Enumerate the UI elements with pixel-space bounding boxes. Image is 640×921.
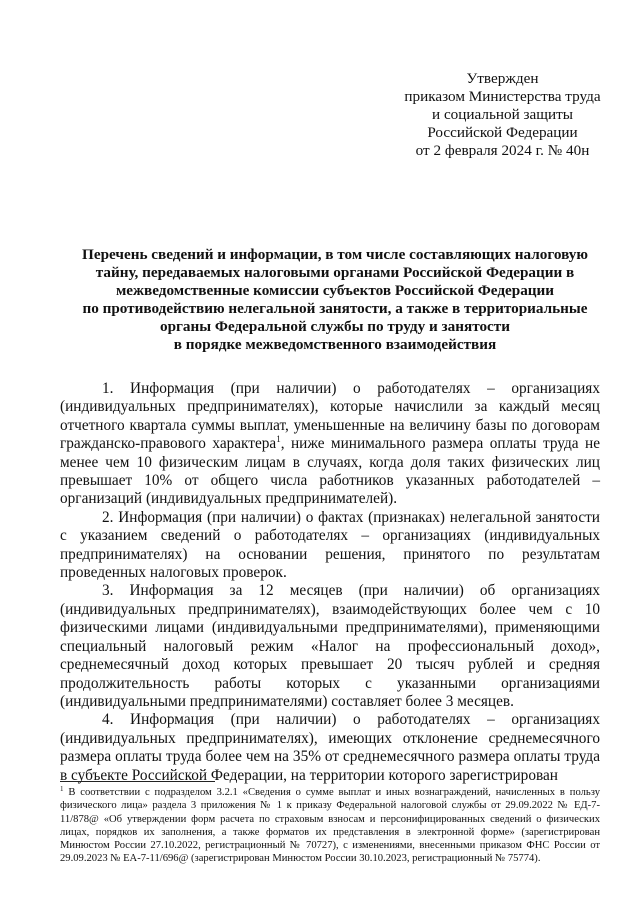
footnote-text: В соответствии с подразделом 3.2.1 «Сведения о сумме выплат и иных вознаграждений, начисленных в пользу физического лица» раздела 3 приложения № 1 к приказу Федеральной налоговой службы от 29.09.2022 № ЕД-7-11/878@ «Об утверждении форм расчета по страховым взносам и персонифицированных сведений о физических лицах, порядков их заполнения, а также форматов их представления в электронной форме» (зарегистрирован Минюстом России 27.10.2022, регистрационный № 70727), с изменениями, внесенными приказом ФНС России от 29.09.2023 № ЕА-7-11/696@ (зарегистрирован Минюстом России 30.10.2023, регистрационный № 75774).	[60, 787, 600, 865]
paragraph-1	[60, 380, 600, 509]
title-line: по противодействию нелегальной занятости, а также в территориальные	[82, 300, 588, 317]
approval-line: приказом Министерства труда	[404, 88, 601, 105]
approval-stamp	[385, 70, 620, 160]
title-line: органы Федеральной службы по труду и занятости	[159, 318, 511, 335]
footnote-divider	[60, 781, 215, 782]
title-line: межведомственные комиссии субъектов Российской Федерации	[115, 282, 555, 299]
footnote-reference[interactable]: 1	[276, 434, 281, 445]
approval-line: Утвержден	[466, 70, 539, 87]
paragraph-3: 3. Информация за 12 месяцев (при наличии) об организациях (индивидуальных предпринимателях), взаимодействующих более чем с 10 физическими лицами (индивидуальными предпринимателями), применяющими специальный налоговый режим «Налог на профессиональный доход», среднемесячный доход которых превышает 20 тысяч рублей и средняя продолжительность работы которых с указанными организациями (индивидуальными предпринимателями) составляет более 3 месяцев.	[60, 582, 600, 710]
document-title	[70, 246, 600, 354]
footnote	[60, 786, 600, 866]
paragraph-1-text-end: , ниже минимального размера оплаты труда не менее чем 10 физическим лицам в случаях, когда доля таких физических лиц превышает 10% от общего числа работников указанных работодателей – организаций (индивидуальных предпринимателей).	[60, 435, 600, 508]
title-line: Перечень сведений и информации, в том числе составляющих налоговую	[82, 246, 588, 263]
paragraph-4: 4. Информация (при наличии) о работодателях – организациях (индивидуальных предпринимателях), имеющих отклонение среднемесячного размера оплаты труда более чем на 35% от среднемесячного размера оплаты труда в субъекте Российской Федерации, на территории которого зарегистрирован	[60, 711, 600, 784]
title-line: тайну, передаваемых налоговыми органами Российской Федерации в	[95, 264, 575, 281]
approval-line: и социальной защиты	[432, 106, 573, 123]
document-body	[60, 380, 600, 785]
approval-line: Российской Федерации	[427, 124, 578, 141]
footnote-marker: 1	[60, 785, 64, 793]
title-line: в порядке межведомственного взаимодействия	[173, 336, 497, 353]
paragraph-2: 2. Информация (при наличии) о фактах (признаках) нелегальной занятости с указанием сведений о работодателях – организациях (индивидуальных предпринимателях) на основании решения, принятого по результатам проведенных налоговых проверок.	[60, 508, 600, 582]
paragraph-1-text-start: 1. Информация (при наличии) о работодателях – организациях (индивидуальных предпринимателях), которые начислили за каждый месяц отчетного квартала суммы выплат, уменьшенные на величину базы по договорам гражданско-правового характера	[60, 380, 600, 453]
approval-line: от 2 февраля 2024 г. № 40н	[415, 142, 590, 159]
